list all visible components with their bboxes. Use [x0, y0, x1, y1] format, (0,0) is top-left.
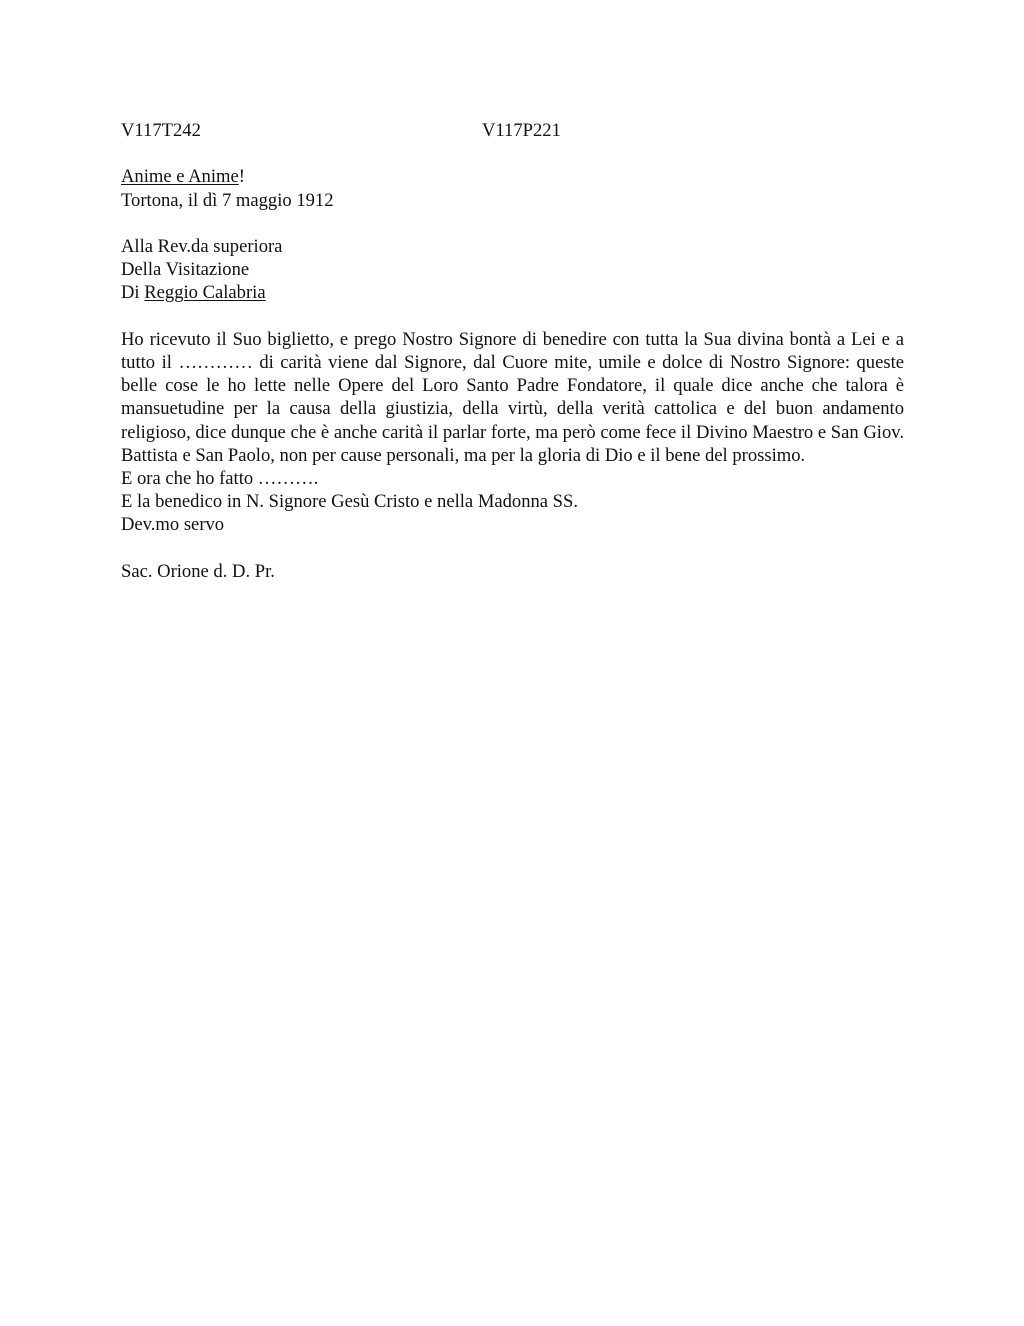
letter-title-suffix: ! — [238, 166, 245, 188]
spacer — [121, 212, 904, 235]
body-paragraph: Ho ricevuto il Suo biglietto, e prego Nostro Signore di benedire con tutta la Sua divina bontà a Lei e a tutto il ………… di carità viene dal Signore, dal Cuore mite, umile e dolce di Nostro Signore: queste belle cose le ho lette nelle Opere del Loro Santo Padre Fondatore, il quale dice anche che talora è mansuetudine per la causa della giustizia, della virtù, della verità cattolica e del buon andamento religioso, dice dunque che è anche carità il parlar forte, ma però come fece il Divino Maestro e San Giov. Battista e San Paolo, non per cause personali, ma per la gloria di Dio e il bene del prossimo. — [121, 328, 904, 466]
signature: Sac. Orione d. D. Pr. — [121, 560, 275, 582]
recipient-line-1: Alla Rev.da superiora — [121, 235, 283, 257]
body-line-2: E ora che ho fatto ………. — [121, 467, 319, 489]
letter-title — [121, 165, 904, 188]
reference-code-left: V117T242 — [121, 120, 201, 141]
recipient-city: Reggio Calabria — [144, 282, 266, 304]
reference-codes — [121, 119, 904, 142]
letter-title-underlined: Anime e Anime — [121, 166, 239, 188]
recipient-line-2: Della Visitazione — [121, 259, 250, 281]
letter-body — [121, 328, 904, 467]
spacer — [121, 305, 904, 328]
letter-page — [121, 119, 904, 583]
spacer — [121, 142, 904, 165]
recipient-line-3 — [121, 281, 904, 304]
body-line-3: E la benedico in N. Signore Gesù Cristo e nella Madonna SS. — [121, 491, 579, 513]
letter-date: Tortona, il dì 7 maggio 1912 — [121, 189, 334, 211]
spacer — [121, 537, 904, 560]
closing-salutation: Dev.mo servo — [121, 514, 225, 536]
recipient-prefix: Di — [121, 282, 145, 304]
reference-code-right: V117P221 — [482, 120, 561, 141]
